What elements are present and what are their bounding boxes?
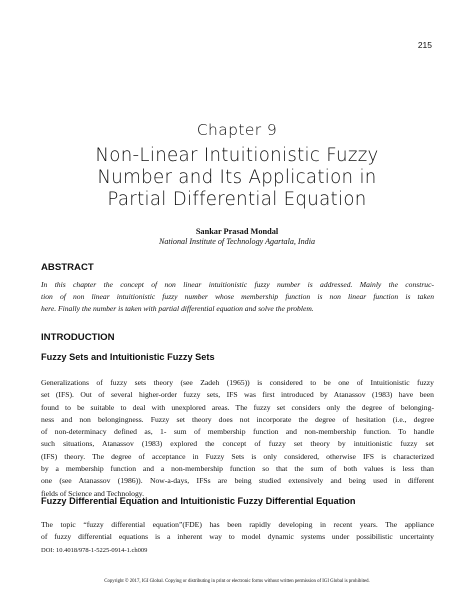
abstract-line: here. Finally the number is taken with partial differential equation and solve the problem.	[41, 304, 314, 314]
abstract-heading: ABSTRACT	[41, 262, 94, 273]
body-line: ness and non belongingness. Fuzzy set theory does not incorporate the degree of hesitation (i.e., degree	[41, 414, 434, 424]
author-affiliation: National Institute of Technology Agartala, India	[158, 237, 316, 246]
body-line: of non-determinacy defined as, 1- sum of membership function and non-membership function. To handle	[41, 427, 434, 437]
title-line: Non-Linear Intuitionistic Fuzzy	[95, 145, 379, 166]
section-heading-fuzzy-differential-equation: Fuzzy Differential Equation and Intuitionistic Fuzzy Differential Equation	[41, 496, 356, 506]
abstract-line: In this chapter the concept of non linear intuitionistic fuzzy number is addressed. Mainly the construc-	[41, 280, 434, 289]
page-number: 215	[417, 40, 432, 50]
title-line: Partial Differential Equation	[107, 189, 367, 210]
copyright-notice: Copyright © 2017, IGI Global. Copying or distributing in print or electronic forms without written permission of IGI Global is prohibited.	[104, 579, 370, 584]
chapter-label: Chapter 9	[196, 121, 278, 139]
abstract-text	[41, 279, 434, 316]
body-line: such situations, Atanassov (1983) explored the concept of fuzzy set theory by intuitionistic fuzzy set	[41, 439, 434, 449]
body-line: Generalizations of fuzzy sets theory (see Zadeh (1965)) is considered to be one of Intuitionistic fuzzy	[41, 378, 434, 387]
body-line: fields of Science and Technology.	[41, 488, 145, 498]
abstract-line: tion of non linear intuitionistic fuzzy number whose membership function is non linear function is taken	[41, 292, 434, 302]
body-line: found to be suitable to deal with unexplored areas. The fuzzy set considers only the degree of belonging-	[41, 402, 434, 412]
section-fde-text	[41, 519, 434, 544]
body-line: The topic “fuzzy differential equation”(FDE) has been rapidly developing in recent years. The appliance	[41, 520, 434, 529]
body-line: set (IFS). Out of several higher-order fuzzy sets, IFS was first introduced by Atanassov (1983) have been	[41, 390, 434, 400]
body-line: one (see Atanassov (1986)). Now-a-days, IFSs are being studied extensively and being used in different	[41, 476, 434, 486]
doi-text: DOI: 10.4018/978-1-5225-0914-1.ch009	[41, 547, 148, 554]
body-line: by a membership function and a non-membership function so that the sum of both values is less than	[41, 464, 434, 474]
body-line: (IFS) theory. The degree of acceptance in Fuzzy Sets is only considered, otherwise IFS is characterized	[41, 451, 434, 461]
title-line: Number and Its Application in	[97, 167, 377, 188]
section-heading-fuzzy-sets: Fuzzy Sets and Intuitionistic Fuzzy Sets	[41, 352, 215, 362]
section-fuzzy-sets-text	[41, 377, 434, 500]
chapter-title	[40, 145, 434, 211]
body-line: of fuzzy differential equations is a inherent way to model dynamic systems under possibilistic uncertainty	[41, 532, 434, 542]
introduction-heading: INTRODUCTION	[41, 332, 115, 343]
author-name: Sankar Prasad Mondal	[195, 227, 279, 236]
